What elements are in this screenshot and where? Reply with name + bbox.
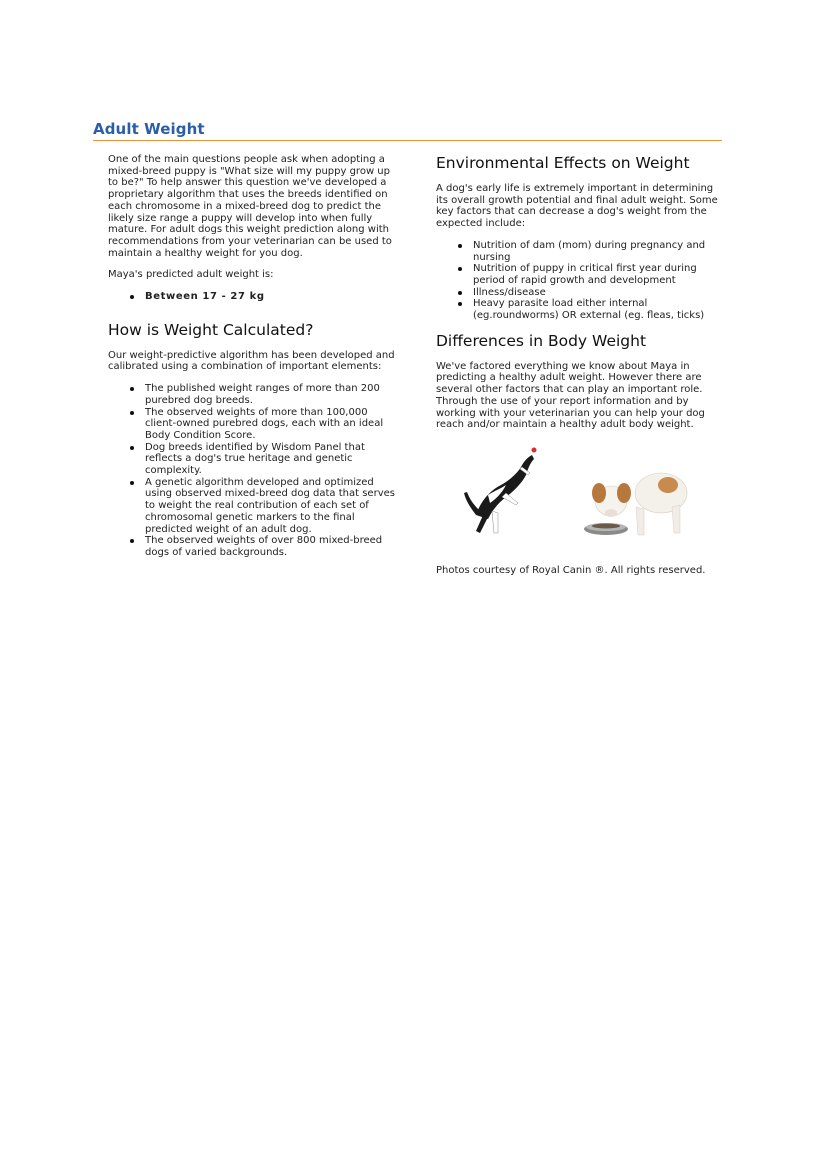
calc-intro: Our weight-predictive algorithm has been developed and calibrated using a combination of important elements: [108, 349, 395, 373]
photos-caption: Photos courtesy of Royal Canin ®. All rights reserved. [436, 564, 706, 576]
list-item: Dog breeds identified by Wisdom Panel that reflects a dog's true heritage and genetic complexity. [145, 442, 398, 477]
predicted-weight-label: Maya's predicted adult weight is: [108, 269, 274, 281]
list-item: Heavy parasite load either internal (eg.roundworms) OR external (eg. fleas, ticks) [473, 298, 722, 321]
list-item: Nutrition of puppy in critical first year during period of rapid growth and development [473, 263, 722, 286]
list-item: The observed weights of more than 100,000 client-owned purebred dogs, each with an ideal Body Condition Score. [145, 407, 398, 442]
right-column [436, 154, 722, 587]
list-item: A genetic algorithm developed and optimized using observed mixed-breed dog data that serves to weight the real contribution of each set of chromosomal genetic markers to the final predicted weight of an adult dog. [145, 477, 398, 536]
dog-photos [436, 445, 722, 545]
diff-paragraph: We've factored everything we know about Maya in predicting a healthy adult weight. However there are several other factors that can play an important role. Through the use of your report information and by working with your veterinarian you can help your dog reach and/or maintain a healthy adult body weight. [436, 360, 705, 431]
list-item: The published weight ranges of more than 200 purebred dog breeds. [145, 383, 398, 406]
predicted-weight-value: Between 17 - 27 kg [145, 291, 398, 303]
left-column [108, 154, 398, 569]
env-heading: Environmental Effects on Weight [436, 154, 690, 172]
jumping-dog-image [464, 447, 537, 533]
intro-paragraph: One of the main questions people ask when adopting a mixed-breed puppy is "What size will my puppy grow up to be?" To help answer this question we've developed a proprietary algorithm that uses the breeds identified on each chromosome in a mixed-breed dog to predict the likely size range a puppy will develop into when fully mature. For adult dogs this weight prediction along with recommendations from your veterinarian can be used to maintain a healthy weight for you dog. [108, 154, 392, 259]
page-header [93, 120, 722, 141]
predicted-weight-list [108, 291, 398, 303]
list-item: The observed weights of over 800 mixed-breed dogs of varied backgrounds. [145, 535, 398, 558]
calc-list [108, 383, 398, 559]
list-item: Nutrition of dam (mom) during pregnancy and nursing [473, 240, 722, 263]
env-intro: A dog's early life is extremely important in determining its overall growth potential and final adult weight. Some key factors that can decrease a dog's weight from the expected include: [436, 183, 718, 230]
diff-heading: Differences in Body Weight [436, 331, 647, 350]
dog-photos-illustration [436, 445, 722, 545]
env-list [436, 240, 722, 322]
page-title: Adult Weight [93, 120, 205, 138]
puppy-with-bowl-image [584, 473, 687, 535]
calc-heading: How is Weight Calculated? [108, 320, 314, 339]
list-item: Illness/disease [473, 287, 722, 299]
